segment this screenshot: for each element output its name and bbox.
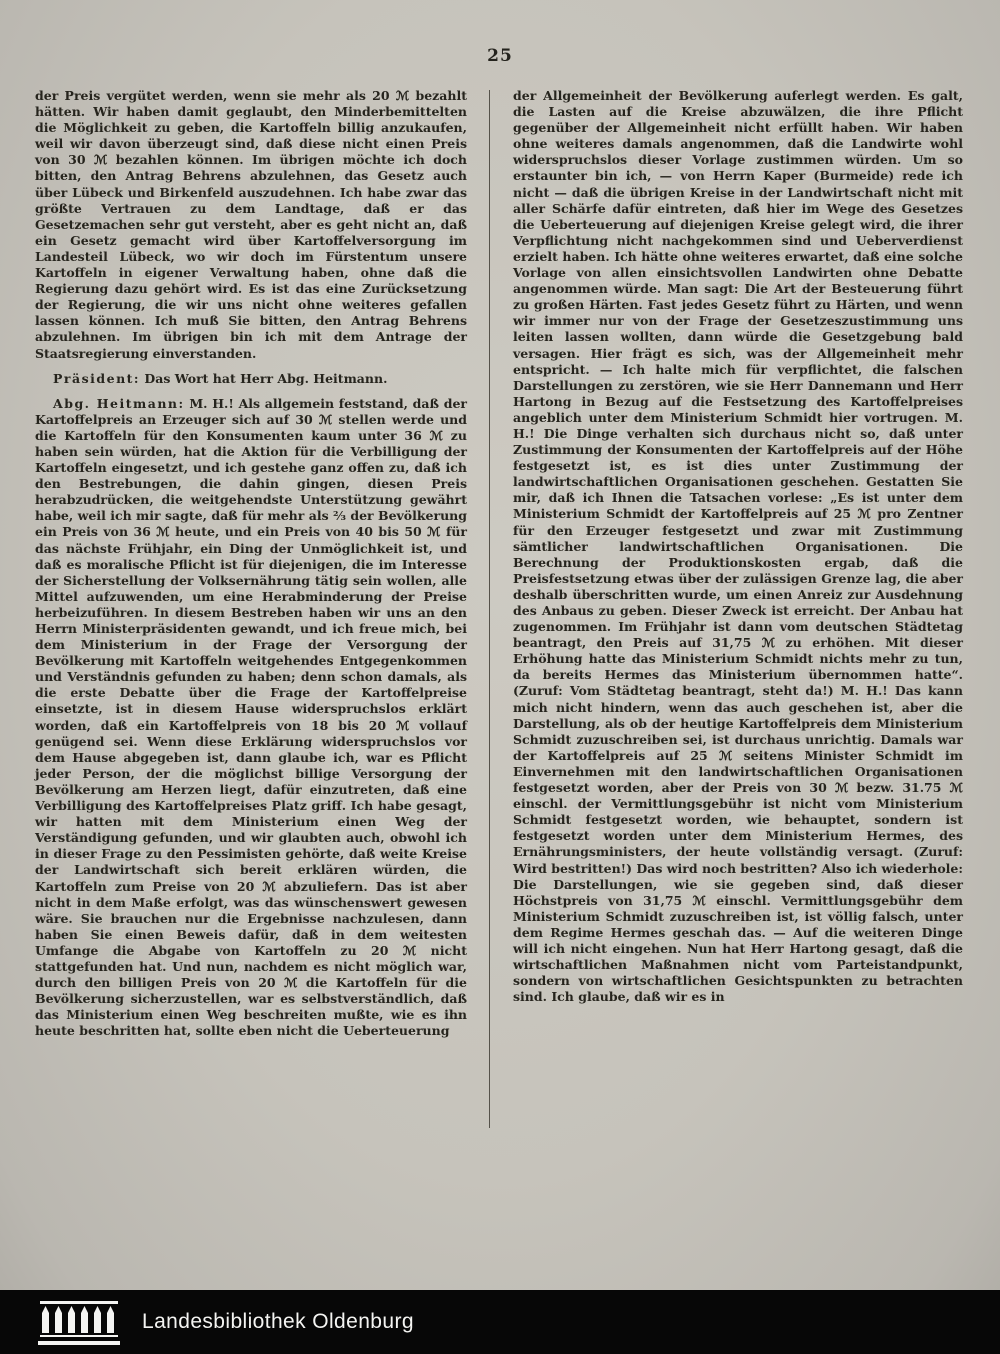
paragraph-text: der Preis vergütet werden, wenn sie mehr als 20 ℳ bezahlt hätten. Wir haben damit geglaubt, den Minderbemittelten die Möglichkeit zu geben, die Kartoffeln billig anzukaufen, weil wir davon überzeugt sind, daß diese nicht einen Preis von 30 ℳ bezahlen können. Im übrigen möchte ich doch bitten, den Antrag Behrens abzulehnen, das Gesetz auch über Lübeck und Birkenfeld auszudehnen. Ich habe zwar das größte Vertrauen zu dem Landtage, daß er das Gesetzemachen sehr gut versteht, aber es geht nicht an, daß ein Gesetz gemacht wird über Kartoffelversorgung im Landesteil Lübeck, wo wir doch im Fürstentum unsere Kartoffeln in eigener Verwaltung haben, ohne daß die Regierung dazu gehört wird. Es ist das eine Zurücksetzung der Regierung, die wir uns nicht ohne weiteres gefallen lassen können. Ich muß Sie bitten, den Antrag Behrens abzulehnen. Im übrigen bin ich mit dem Antrage der Staatsregierung einverstanden. <box>35 88 467 361</box>
speaker-name: Präsident: <box>53 370 141 386</box>
right-column <box>513 88 963 1039</box>
library-footer-bar <box>0 1290 1000 1354</box>
library-building-icon <box>38 1299 120 1345</box>
speaker-name: Abg. Heitmann: <box>53 395 185 411</box>
library-name: Landesbibliothek Oldenburg <box>142 1310 414 1333</box>
column-divider-rule <box>489 90 490 1128</box>
column-gutter <box>467 88 513 1039</box>
speech-paragraph <box>35 396 467 1040</box>
left-column <box>35 88 467 1039</box>
paragraph <box>513 88 963 1005</box>
page-number: 25 <box>487 46 513 66</box>
paragraph-text: M. H.! Als allgemein feststand, daß der Kartoffelpreis an Erzeuger sich auf 30 ℳ stellen werde und die Kartoffeln für den Konsumenten kaum unter 36 ℳ zu haben sein würden, hat die Aktion für die Verbilligung der Kartoffeln eingesetzt, und ich gestehe ganz offen zu, daß ich den Bestrebungen, die dahin gingen, diesen Preis herabzudrücken, die weitgehendste Unterstützung gewährt habe, weil ich mir sagte, daß für mehr als ⅔ der Bevölkerung ein Preis von 36 ℳ heute, und ein Preis von 40 bis 50 ℳ für das nächste Frühjahr, ein Ding der Unmöglichkeit ist, und daß es moralische Pflicht ist für diejenigen, die im Interesse der Sicherstellung der Volksernährung tätig sein wollen, alle Mittel aufzuwenden, um eine Herabminderung der Preise herbeizuführen. In diesem Bestreben haben wir uns an den Herrn Ministerpräsidenten gewandt, und ich freue mich, bei dem Ministerium in der Frage der Versorgung der Bevölkerung mit Kartoffeln weitgehendes Entgegenkommen und Verständnis gefunden zu haben; denn schon damals, als die erste Debatte über die Frage der Kartoffelpreise einsetzte, ist in diesem Hause widerspruchslos erklärt worden, daß ein Kartoffelpreis von 18 bis 20 ℳ vollauf genügend sei. Wenn diese Erklärung widerspruchslos vor dem Hause abgegeben ist, dann glaube ich, war es Pflicht jeder Person, der die möglichst billige Versorgung der Bevölkerung am Herzen liegt, dafür einzutreten, daß eine Verbilligung des Kartoffelpreises Platz griff. Ich habe gesagt, wir hatten mit dem Ministerium einen Weg der Verständigung gefunden, und wir glaubten auch, obwohl ich in dieser Frage zu den Pessimisten gehörte, daß weite Kreise der Landwirtschaft sich bereit erklären würden, die Kartoffeln zum Preise von 20 ℳ abzuliefern. Das ist aber nicht in dem Maße erfolgt, was das wünschenswert gewesen wäre. Sie brauchen nur die Ergebnisse nachzulesen, dann haben Sie einen Beweis dafür, daß in dem weitesten Umfange die Abgabe von Kartoffeln zu 20 ℳ nicht stattgefunden hat. Und nun, nachdem es nicht möglich war, durch den billigen Preis von 20 ℳ die Kartoffeln für die Bevölkerung sicherzustellen, war es selbstverständlich, daß das Ministerium einen Weg beschreiten mußte, wie es ihn heute beschritten hat, sollte eben nicht die Ueberteuerung <box>35 395 467 1039</box>
paragraph-text: Das Wort hat Herr Abg. Heitmann. <box>140 370 388 386</box>
text-columns <box>35 88 963 1039</box>
paragraph <box>35 88 467 362</box>
paragraph-text: der Allgemeinheit der Bevölkerung auferlegt werden. Es galt, die Lasten auf die Kreise abzuwälzen, die ihre Pflicht gegenüber der Allgemeinheit nicht erfüllt haben. Wir haben ohne weiteres damals angenommen, daß die Landwirte wohl widerspruchslos dieser Vorlage zustimmen würden. Um so erstaunter bin ich, — von Herrn Kaper (Burmeide) rede ich nicht — daß die übrigen Kreise in der Landwirtschaft nicht mit aller Schärfe dafür eintreten, daß hier im Wege des Gesetzes die Ueberteuerung auf diejenigen Kreise gelegt wird, die ihrer Verpflichtung nicht nachgekommen sind und Ueberverdienst erzielt haben. Ich hätte ohne weiteres erwartet, daß eine solche Vorlage von allen einsichtsvollen Landwirten ohne Debatte angenommen würde. Man sagt: Die Art der Besteuerung führt zu großen Härten. Fast jedes Gesetz führt zu Härten, und wenn wir immer nur von der Frage der Gesetzeszustimmung uns leiten lassen wollten, dann würde die Gesetzgebung bald versagen. Hier frägt es sich, was der Allgemeinheit mehr entspricht. — Ich halte mich für verpflichtet, die falschen Darstellungen zu zerstören, wie sie Herr Dannemann und Herr Hartong in Bezug auf die Festsetzung des Kartoffelpreises angeblich unter dem Ministerium Schmidt hier vortrugen. M. H.! Die Dinge verhalten sich durchaus nicht so, daß unter Zustimmung der Konsumenten der Kartoffelpreis auf der Höhe festgesetzt ist, es ist dies unter Zustimmung der landwirtschaftlichen Organisationen geschehen. Gestatten Sie mir, daß ich Ihnen die Tatsachen vorlese: „Es ist unter dem Ministerium Schmidt der Kartoffelpreis auf 25 ℳ pro Zentner für den Erzeuger festgesetzt und zwar mit Zustimmung sämtlicher landwirtschaftlichen Organisationen. Die Berechnung der Produktionskosten ergab, daß die Preisfestsetzung etwas über der zulässigen Grenze lag, die aber deshalb überschritten wurde, um einen Anreiz zur Ausdehnung des Anbaus zu geben. Dieser Zweck ist erreicht. Der Anbau hat zugenommen. Im Frühjahr ist dann vom deutschen Städtetag beantragt, den Preis auf 31,75 ℳ zu erhöhen. Mit dieser Erhöhung hatte das Ministerium Schmidt nichts mehr zu tun, da bereits Hermes das Ministerium übernommen hatte“. (Zuruf: Vom Städtetag beantragt, steht da!) M. H.! Das kann mich nicht hindern, wenn das auch geschehen ist, aber die Darstellung, als ob der heutige Kartoffelpreis dem Ministerium Schmidt zuzuschreiben sei, ist durchaus unrichtig. Damals war der Kartoffelpreis auf 25 ℳ seitens Minister Schmidt im Einvernehmen mit den landwirtschaftlichen Organisationen festgesetzt worden, aber der Preis von 30 ℳ bezw. 31.75 ℳ einschl. der Vermittlungsgebühr ist nicht vom Ministerium Schmidt festgesetzt worden, wie behauptet, sondern ist festgesetzt worden unter dem Ministerium Hermes, des Ernährungsministers, der heute vollständig versagt. (Zuruf: Wird bestritten!) Das wird noch bestritten? Also ich wiederhole: Die Darstellungen, wie sie gegeben sind, daß dieser Höchstpreis von 31,75 ℳ einschl. Vermittlungsgebühr dem Ministerium Schmidt zuzuschreiben ist, ist völlig falsch, unter dem Regime Hermes geschah das. — Auf die weiteren Dinge will ich nicht eingehen. Nun hat Herr Hartong gesagt, daß die wirtschaftlichen Maßnahmen nicht vom Parteistandpunkt, sondern von wirtschaftlichen Gesichtspunkten zu betrachten sind. Ich glaube, daß wir es in <box>513 88 963 1005</box>
speaker-line <box>35 371 467 387</box>
